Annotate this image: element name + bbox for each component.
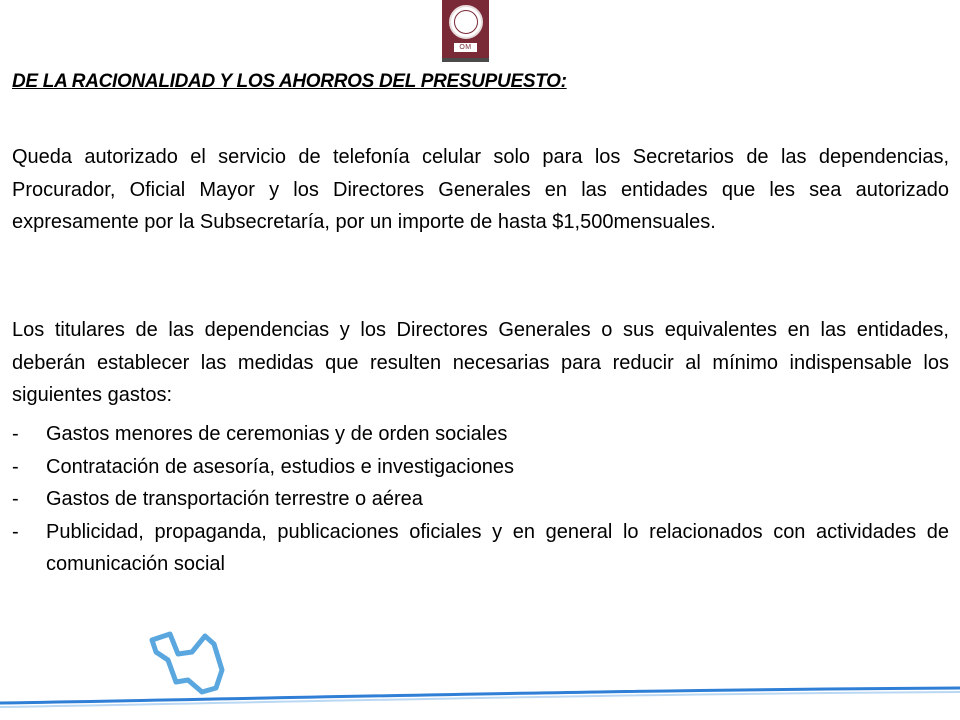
list-item <box>12 483 949 516</box>
list-item-text: Gastos de transportación terrestre o aérea <box>46 488 423 510</box>
bullet-marker: - <box>12 423 19 445</box>
list-item <box>12 418 949 451</box>
paragraph-titulares: Los titulares de las dependencias y los Directores Generales o sus equivalentes en las entidades, deberán establecer las medidas que resulten necesarias para reducir al mínimo indispensable los siguientes gastos: <box>12 319 949 406</box>
logo-label: OM <box>454 43 476 52</box>
expense-list <box>12 418 949 581</box>
list-item <box>12 451 949 484</box>
bullet-marker: - <box>12 488 19 510</box>
header-logo <box>442 0 489 58</box>
bullet-marker: - <box>12 455 19 478</box>
list-item-text: Publicidad, propaganda, publicaciones oficiales y en general lo relacionados con actividades de comunicación social <box>46 520 949 575</box>
seal-icon <box>449 5 483 39</box>
footer-line <box>0 688 960 703</box>
footer-decoration <box>0 630 960 720</box>
footer-state-shape <box>152 634 222 692</box>
page-title: DE LA RACIONALIDAD Y LOS AHORROS DEL PRESUPUESTO: <box>12 71 567 92</box>
paragraph-telefonia: Queda autorizado el servicio de telefonía celular solo para los Secretarios de las dependencias, Procurador, Oficial Mayor y los Directores Generales en las entidades que les sea autorizado expresamente por la Subsecretaría, por un importe de hasta $1,500mensuales. <box>12 146 949 233</box>
list-item-text: Contratación de asesoría, estudios e investigaciones <box>46 455 515 478</box>
list-item-text: Gastos menores de ceremonias y de orden sociales <box>46 423 508 445</box>
list-item <box>12 516 949 581</box>
bullet-marker: - <box>12 520 19 543</box>
logo-divider <box>442 58 489 62</box>
